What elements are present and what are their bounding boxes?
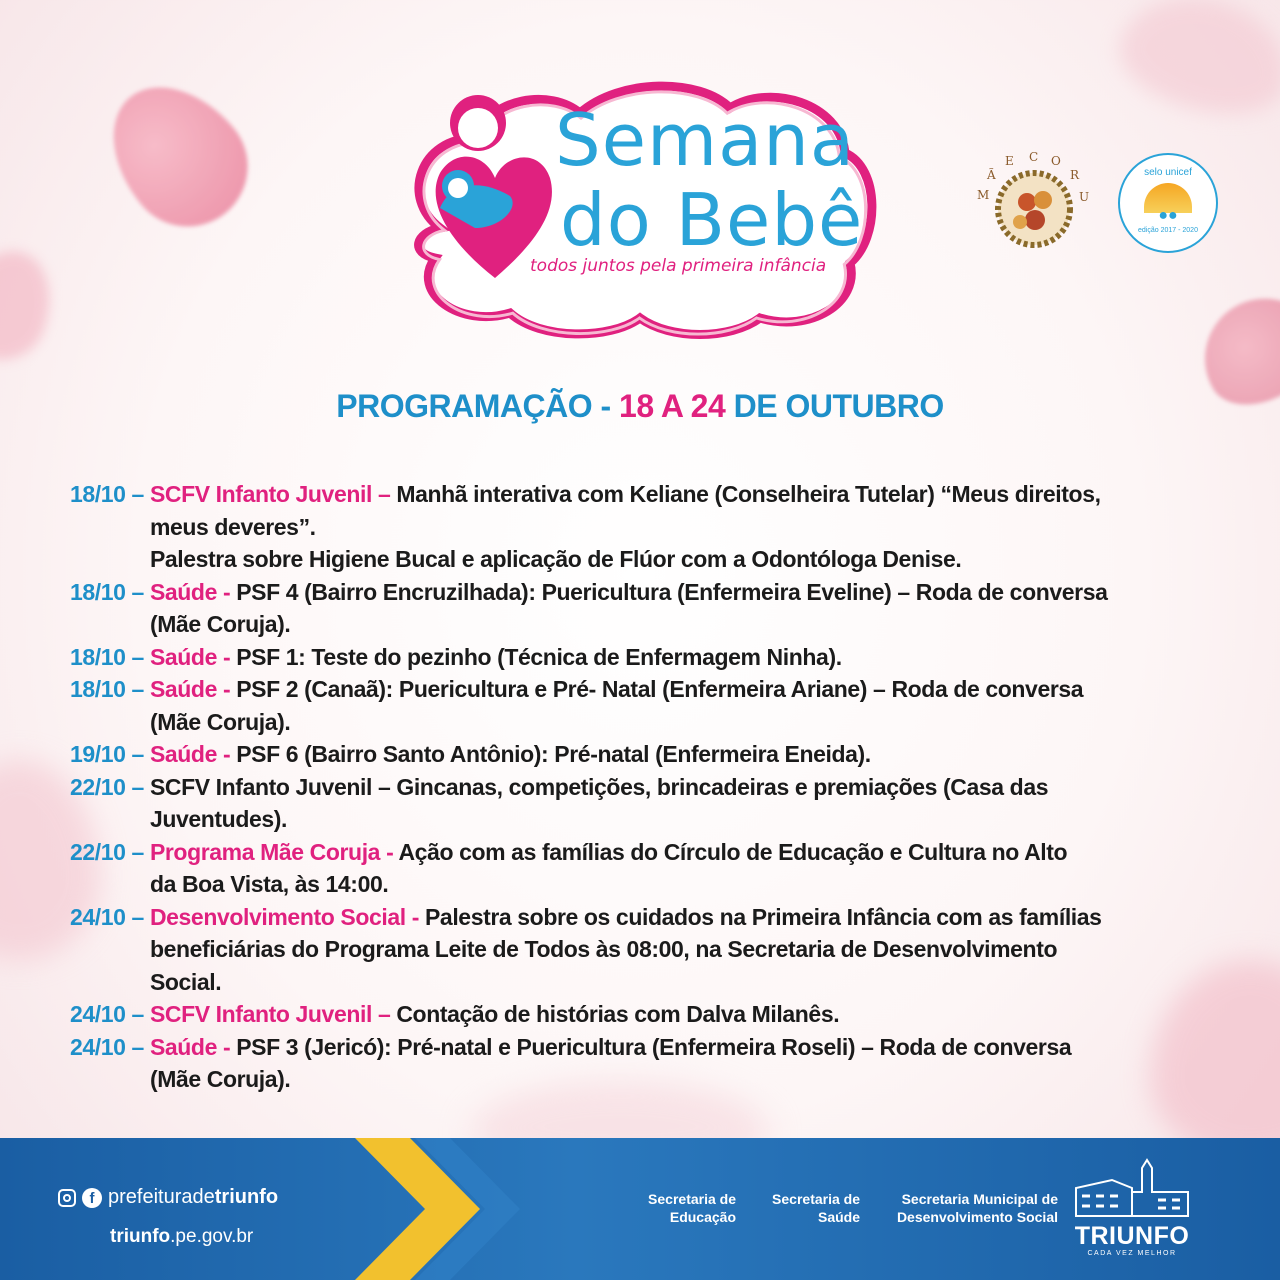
church-building-icon (1072, 1158, 1192, 1220)
schedule-text: meus deveres”. (149, 513, 316, 540)
schedule-text: Juventudes). (149, 806, 288, 832)
schedule-text: PSF 3 (Jericó): Pré-natal e Puericultura (Enfermeira Roseli) – Roda de conversa (236, 1033, 1072, 1060)
schedule-body (150, 998, 1230, 1031)
secretaria-educacao (620, 1190, 736, 1226)
schedule-line (150, 543, 1230, 576)
instagram-icon[interactable] (58, 1189, 76, 1207)
schedule-category: Saúde - (149, 578, 231, 605)
petal-decoration (0, 238, 66, 372)
sec-saude-line2: Saúde (817, 1209, 860, 1225)
mae-coruja-lettering: M Ã E C O R U (977, 150, 1090, 204)
schedule-body (150, 641, 1230, 674)
footer-bar (0, 1138, 1280, 1280)
schedule-text: (Mãe Coruja). (149, 1066, 291, 1092)
schedule-category: Saúde - (149, 676, 231, 702)
schedule-item (70, 836, 1230, 901)
schedule-date: 19/10 (70, 741, 126, 767)
schedule-item (70, 771, 1230, 836)
schedule-line (150, 738, 1230, 771)
unicef-top-text: selo unicef (1144, 167, 1192, 178)
schedule-text: Social. (149, 968, 222, 995)
schedule-heading (0, 388, 1280, 425)
schedule-date: 18/10 (70, 643, 126, 670)
schedule-item (70, 576, 1230, 641)
schedule-text: beneficiárias do Programa Leite de Todos às 08:00, na Secretaria de Desenvolvimento (149, 936, 1058, 962)
date-separator: – (125, 741, 150, 767)
schedule-body (150, 478, 1230, 576)
logo-title-line1: Semana (555, 98, 856, 182)
schedule-line (150, 966, 1230, 999)
schedule-text: Palestra sobre os cuidados na Primeira Infância com as famílias (424, 903, 1102, 930)
schedule-item (70, 1031, 1230, 1096)
schedule-line (150, 868, 1230, 901)
heading-part3: DE OUTUBRO (725, 388, 944, 424)
date-separator: – (125, 1001, 150, 1027)
petal-decoration (84, 59, 272, 251)
schedule-text: PSF 4 (Bairro Encruzilhada): Puericultura (Enfermeira Eveline) – Roda de conversa (236, 578, 1108, 605)
mae-coruja-seal (975, 150, 1093, 268)
date-separator: – (125, 838, 150, 865)
schedule-text: (Mãe Coruja). (149, 611, 291, 637)
secretaria-saude (750, 1190, 860, 1226)
schedule-item (70, 738, 1230, 771)
schedule-date: 24/10 (70, 903, 126, 930)
website-link[interactable] (110, 1226, 253, 1248)
schedule-category: Saúde - (149, 1033, 231, 1060)
schedule-date: 18/10 (70, 481, 126, 507)
petal-decoration (1109, 0, 1280, 130)
schedule-text: SCFV Infanto Juvenil – Gincanas, competições, brincadeiras e premiações (Casa das (149, 773, 1049, 800)
schedule-line (150, 901, 1230, 934)
date-separator: – (125, 773, 150, 800)
schedule-text: Ação com as famílias do Círculo de Educação e Cultura no Alto (398, 838, 1068, 865)
schedule-line (150, 1031, 1230, 1064)
schedule-category: Saúde - (149, 741, 231, 767)
secretaria-desenvolvimento-social (880, 1190, 1058, 1226)
schedule-text: da Boa Vista, às 14:00. (149, 871, 389, 897)
schedule-line (150, 836, 1230, 869)
schedule-text: Manhã interativa com Keliane (Conselheira Tutelar) “Meus direitos, (396, 481, 1101, 507)
schedule-body (150, 1031, 1230, 1096)
schedule-item (70, 901, 1230, 999)
schedule-line (150, 576, 1230, 609)
sec-social-line2: Desenvolvimento Social (896, 1209, 1058, 1225)
heading-dates: 18 A 24 (619, 388, 726, 424)
schedule-category: Desenvolvimento Social - (149, 903, 419, 930)
date-separator: – (125, 578, 150, 605)
schedule-line (150, 933, 1230, 966)
website-rest: .pe.gov.br (170, 1226, 254, 1247)
schedule-line (150, 998, 1230, 1031)
schedule-category: Programa Mãe Coruja - (149, 838, 394, 865)
semana-do-bebe-logo (380, 78, 880, 340)
schedule-body (150, 576, 1230, 641)
schedule-item (70, 478, 1230, 576)
triunfo-slogan: CADA VEZ MELHOR (1087, 1250, 1177, 1257)
schedule-line (150, 641, 1230, 674)
date-separator: – (125, 1033, 150, 1060)
unicef-bottom-text: edição 2017 - 2020 (1138, 227, 1198, 234)
schedule-date: 18/10 (70, 578, 126, 605)
date-separator: – (125, 481, 150, 507)
schedule-text: Palestra sobre Higiene Bucal e aplicação de Flúor com a Odontóloga Denise. (149, 546, 962, 572)
schedule-line (150, 608, 1230, 641)
date-separator: – (125, 676, 150, 702)
chevron-decoration (355, 1138, 555, 1280)
schedule-list (70, 478, 1230, 1096)
schedule-item (70, 673, 1230, 738)
schedule-category: Saúde - (149, 643, 231, 670)
date-separator: – (125, 643, 150, 670)
schedule-line (150, 771, 1230, 804)
date-separator: – (125, 903, 150, 930)
sec-educacao-line2: Educação (669, 1209, 736, 1225)
triunfo-logo (1072, 1158, 1192, 1270)
schedule-body (150, 738, 1230, 771)
sec-social-line1: Secretaria Municipal de (901, 1191, 1058, 1207)
schedule-line (150, 803, 1230, 836)
schedule-text: (Mãe Coruja). (149, 708, 291, 735)
schedule-body (150, 673, 1230, 738)
schedule-body (150, 901, 1230, 999)
heading-part1: PROGRAMAÇÃO - (336, 388, 620, 424)
schedule-line (150, 511, 1230, 544)
sec-educacao-line1: Secretaria de (648, 1191, 736, 1207)
schedule-line (150, 1063, 1230, 1096)
schedule-text: PSF 1: Teste do pezinho (Técnica de Enfermagem Ninha). (236, 643, 842, 670)
logo-tagline: todos juntos pela primeira infância (530, 256, 827, 276)
schedule-date: 22/10 (70, 773, 126, 800)
social-handle-prefix: prefeiturade (108, 1186, 215, 1208)
schedule-date: 24/10 (70, 1033, 126, 1060)
logo-title-line2: do Bebê (560, 178, 864, 262)
unicef-seal (1118, 153, 1218, 253)
schedule-category: SCFV Infanto Juvenil – (149, 1001, 391, 1027)
schedule-body (150, 771, 1230, 836)
schedule-date: 22/10 (70, 838, 126, 865)
schedule-body (150, 836, 1230, 901)
website-bold: triunfo (110, 1226, 171, 1247)
facebook-icon[interactable]: f (82, 1188, 102, 1208)
schedule-date: 18/10 (70, 676, 126, 702)
schedule-item (70, 998, 1230, 1031)
schedule-date: 24/10 (70, 1001, 126, 1027)
social-handle-bold: triunfo (214, 1186, 279, 1208)
sec-saude-line1: Secretaria de (772, 1191, 860, 1207)
schedule-category: SCFV Infanto Juvenil – (149, 481, 391, 507)
social-handle[interactable] (58, 1186, 278, 1209)
children-icon: ●● (1158, 207, 1178, 224)
schedule-text: Contação de histórias com Dalva Milanês. (396, 1001, 840, 1027)
schedule-line (150, 706, 1230, 739)
triunfo-brand-text: TRIUNFO (1074, 1222, 1190, 1250)
schedule-item (70, 641, 1230, 674)
schedule-line (150, 478, 1230, 511)
schedule-line (150, 673, 1230, 706)
schedule-text: PSF 2 (Canaã): Puericultura e Pré- Natal (Enfermeira Ariane) – Roda de conversa (236, 676, 1084, 702)
schedule-text: PSF 6 (Bairro Santo Antônio): Pré-natal (Enfermeira Eneida). (236, 741, 871, 767)
